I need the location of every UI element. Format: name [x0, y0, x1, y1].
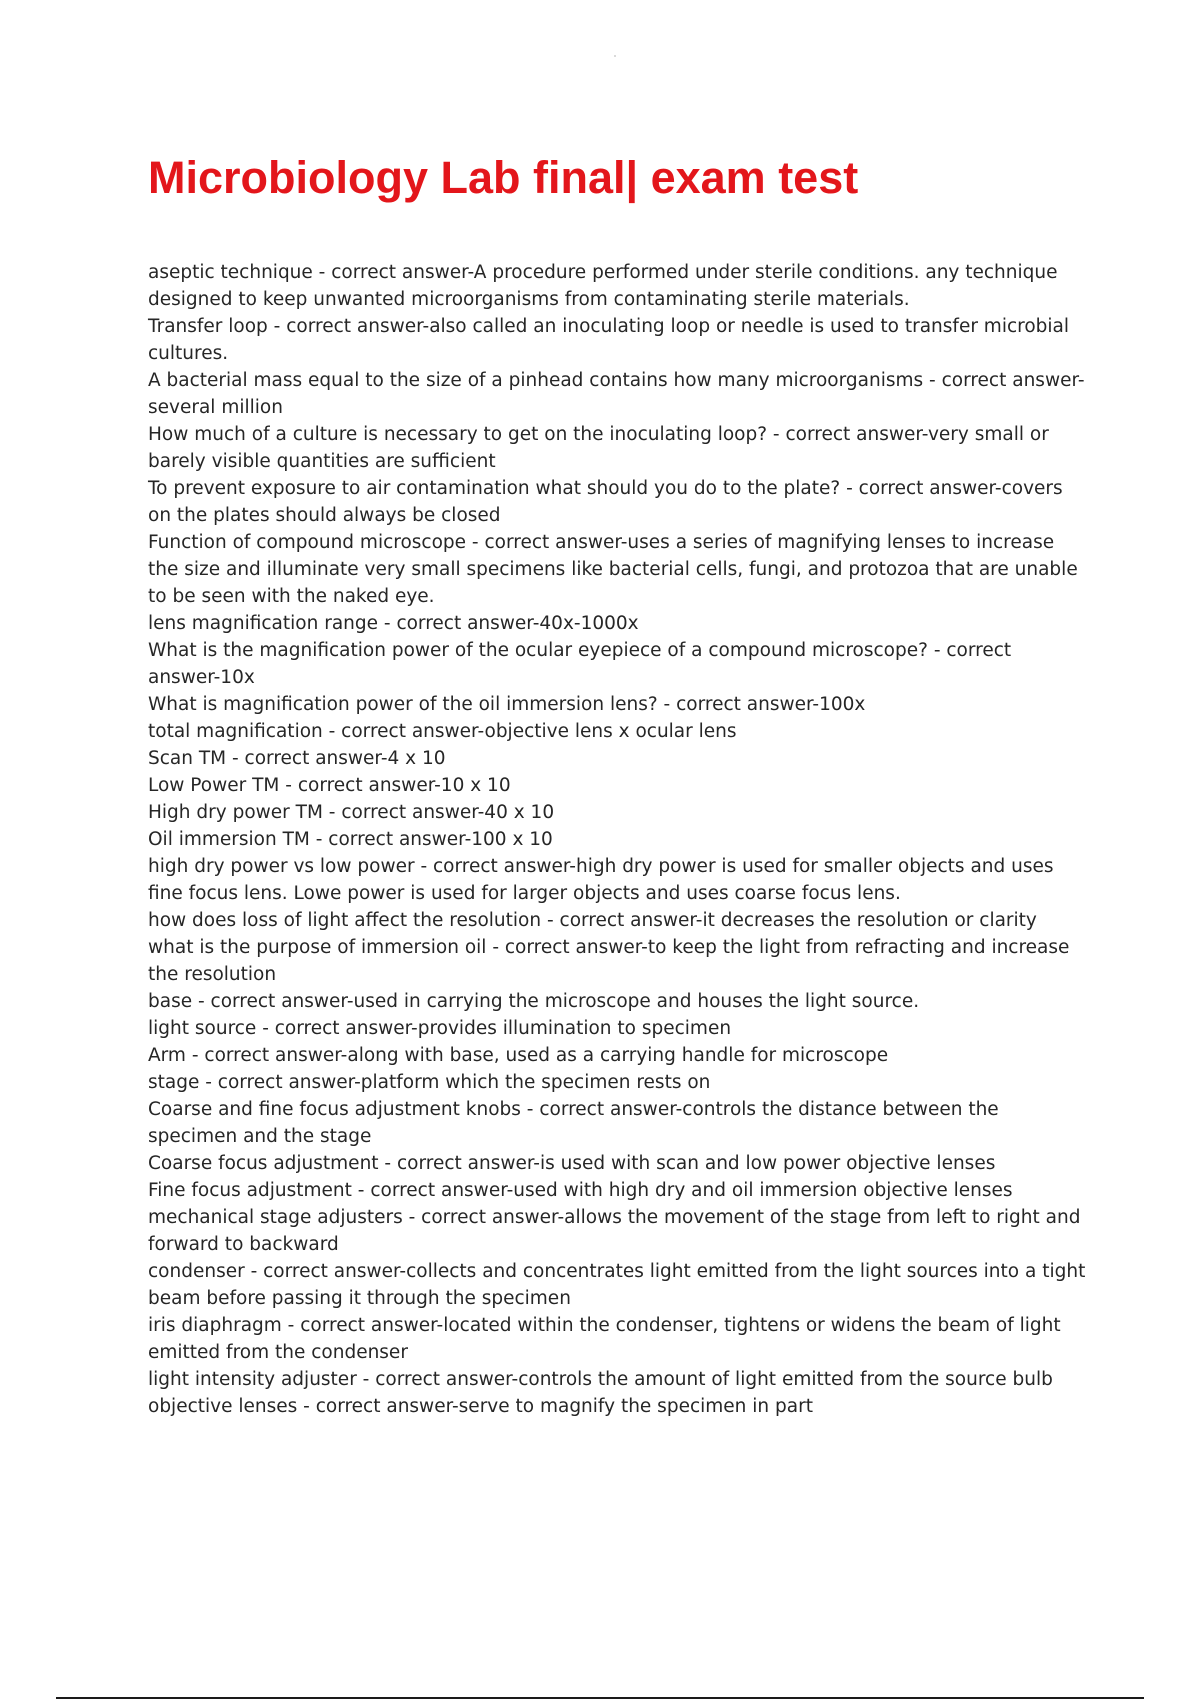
qa-entry: condenser - correct answer-collects and concentrates light emitted from the light sources into a tight beam before passing it through the specimen — [148, 1261, 1086, 1309]
qa-entry: aseptic technique - correct answer-A procedure performed under sterile conditions. any technique designed to keep unwanted microorganisms from contaminating sterile materials. — [148, 262, 1058, 310]
qa-entry: To prevent exposure to air contamination what should you do to the plate? - correct answer-covers on the plates should always be closed — [148, 478, 1063, 526]
qa-entry: Low Power TM - correct answer-10 x 10 — [148, 775, 511, 796]
qa-entry: Oil immersion TM - correct answer-100 x 10 — [148, 829, 553, 850]
qa-entry: lens magnification range - correct answer-40x-1000x — [148, 613, 639, 634]
qa-entry: how does loss of light affect the resolution - correct answer-it decreases the resolution or clarity — [148, 910, 1037, 931]
qa-entry: A bacterial mass equal to the size of a pinhead contains how many microorganisms - correct answer-several million — [148, 370, 1085, 418]
qa-entry: What is the magnification power of the ocular eyepiece of a compound microscope? - correct answer-10x — [148, 640, 1012, 688]
qa-entry: Coarse and fine focus adjustment knobs - correct answer-controls the distance between the specimen and the stage — [148, 1099, 999, 1147]
qa-entry: Scan TM - correct answer-4 x 10 — [148, 748, 446, 769]
qa-entry: iris diaphragm - correct answer-located within the condenser, tightens or widens the beam of light emitted from the condenser — [148, 1315, 1061, 1363]
qa-entry: objective lenses - correct answer-serve to magnify the specimen in part — [148, 1396, 813, 1417]
qa-entry: light source - correct answer-provides illumination to specimen — [148, 1018, 732, 1039]
qa-entry: base - correct answer-used in carrying the microscope and houses the light source. — [148, 991, 920, 1012]
qa-entry: Fine focus adjustment - correct answer-used with high dry and oil immersion objective lenses — [148, 1180, 1013, 1201]
qa-entry: light intensity adjuster - correct answer-controls the amount of light emitted from the source bulb — [148, 1369, 1053, 1390]
qa-entry: Transfer loop - correct answer-also called an inoculating loop or needle is used to transfer microbial cultures. — [148, 316, 1070, 364]
qa-entry: Coarse focus adjustment - correct answer-is used with scan and low power objective lenses — [148, 1153, 996, 1174]
qa-entry: high dry power vs low power - correct answer-high dry power is used for smaller objects and uses fine focus lens. Lowe power is used for larger objects and uses coarse focus lens. — [148, 856, 1054, 904]
qa-entry-list — [148, 259, 1088, 1420]
qa-entry: Arm - correct answer-along with base, used as a carrying handle for microscope — [148, 1045, 889, 1066]
bottom-divider — [56, 1697, 1144, 1699]
document-title: Microbiology Lab final| exam test — [148, 152, 859, 203]
qa-entry: How much of a culture is necessary to get on the inoculating loop? - correct answer-very small or barely visible quantities are sufficient — [148, 424, 1049, 472]
qa-entry: stage - correct answer-platform which the specimen rests on — [148, 1072, 711, 1093]
qa-entry: High dry power TM - correct answer-40 x 10 — [148, 802, 555, 823]
qa-entry: What is magnification power of the oil immersion lens? - correct answer-100x — [148, 694, 866, 715]
qa-entry: Function of compound microscope - correct answer-uses a series of magnifying lenses to increase the size and illuminate very small specimens like bacterial cells, fungi, and protozoa that are unable to be seen with the naked eye. — [148, 532, 1078, 607]
page-speck — [614, 55, 616, 57]
qa-entry: what is the purpose of immersion oil - correct answer-to keep the light from refracting and increase the resolution — [148, 937, 1070, 985]
qa-entry: total magnification - correct answer-objective lens x ocular lens — [148, 721, 737, 742]
qa-entry: mechanical stage adjusters - correct answer-allows the movement of the stage from left to right and forward to backward — [148, 1207, 1081, 1255]
